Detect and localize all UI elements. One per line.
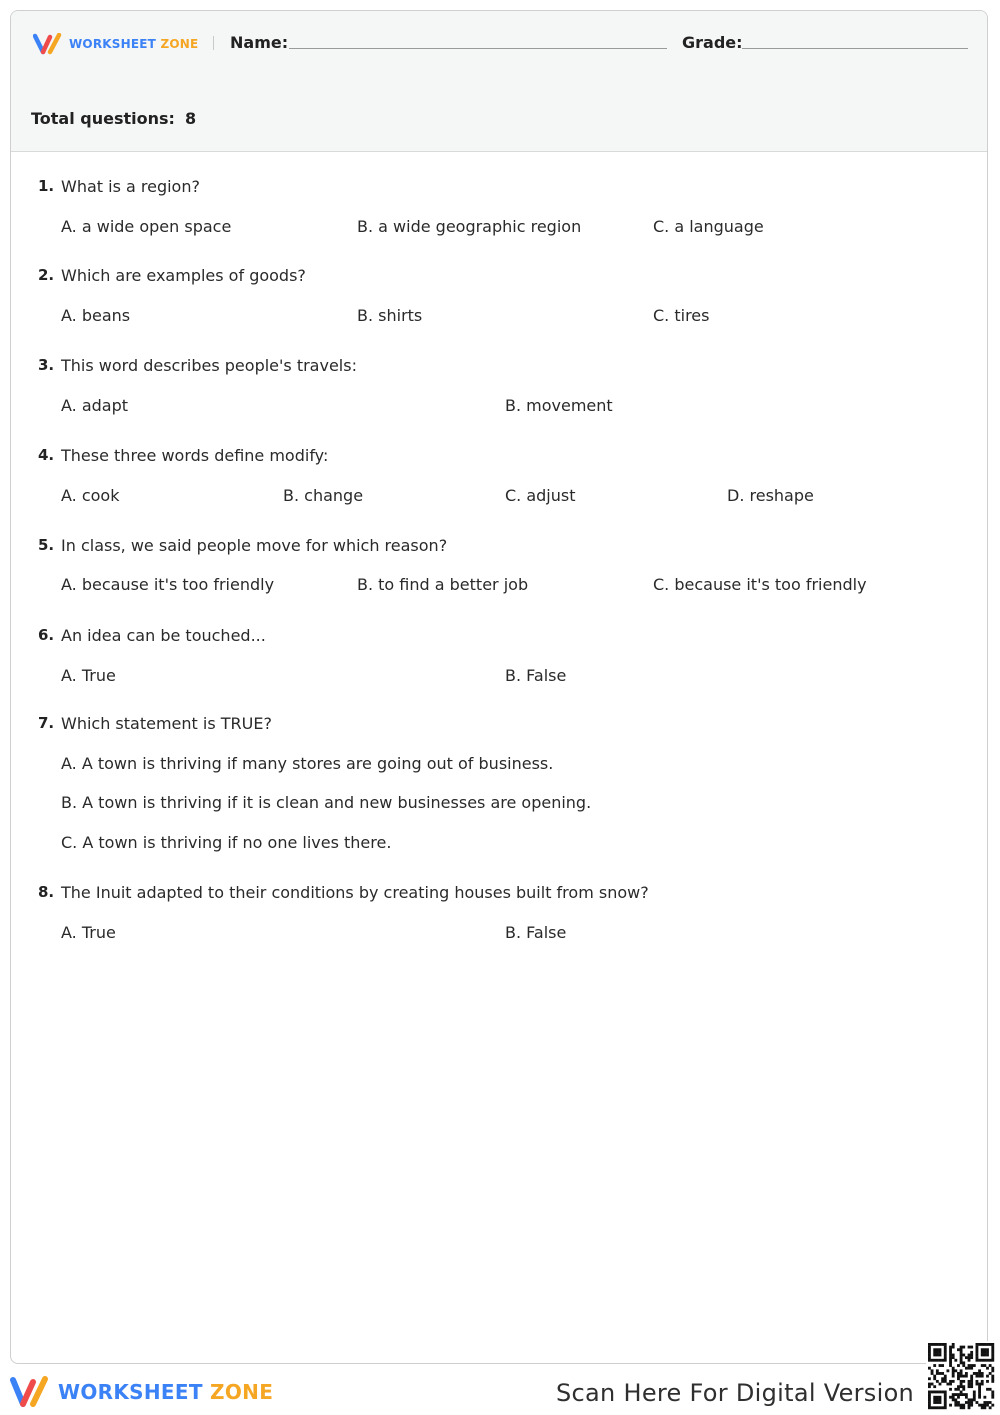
question-text: These three words define modify: [61,446,329,465]
answer-option[interactable]: A. a wide open space [61,217,232,236]
answer-option[interactable]: C. tires [653,306,710,325]
question-number: 1. [38,177,55,195]
answer-option[interactable]: B. a wide geographic region [357,217,582,236]
answer-option[interactable]: B. False [505,923,567,942]
logo-v-icon [10,1376,50,1408]
worksheet-sheet [10,10,988,1364]
total-questions-value: 8 [184,109,197,128]
answer-option[interactable]: C. a language [653,217,764,236]
question-number: 2. [38,266,55,284]
footer-brand-part2: ZONE [210,1380,274,1404]
answer-option[interactable]: B. A town is thriving if it is clean and new businesses are opening. [61,793,592,812]
answer-option[interactable]: A. because it's too friendly [61,575,275,594]
question-number: 6. [38,626,55,644]
footer-brand-logo [10,1376,273,1408]
answer-option[interactable]: D. reshape [727,486,814,505]
brand-logo [33,33,198,55]
grade-label: Grade: [682,33,743,52]
answer-option[interactable]: B. to find a better job [357,575,529,594]
answer-option[interactable]: C. A town is thriving if no one lives there. [61,833,392,852]
question-number: 4. [38,446,55,464]
answer-option[interactable]: C. adjust [505,486,576,505]
question-number: 3. [38,356,55,374]
answer-option[interactable]: B. False [505,666,567,685]
brand-wordmark [69,37,198,51]
worksheet-header [11,11,987,152]
question-text: Which are examples of goods? [61,266,306,285]
question-text: This word describes people's travels: [61,356,357,375]
question-text: The Inuit adapted to their conditions by creating houses built from snow? [61,883,649,902]
answer-option[interactable]: A. A town is thriving if many stores are going out of business. [61,754,554,773]
answer-option[interactable]: A. True [61,923,116,942]
scan-here-text: Scan Here For Digital Version [556,1379,915,1407]
question-text: Which statement is TRUE? [61,714,272,733]
qr-code-icon [926,1341,996,1411]
question-number: 7. [38,714,55,732]
answer-option[interactable]: B. movement [505,396,613,415]
name-field[interactable] [289,48,667,49]
question-number: 5. [38,536,55,554]
question-text: What is a region? [61,177,200,196]
qr-code[interactable] [926,1341,996,1411]
total-questions [31,109,196,128]
answer-option[interactable]: C. because it's too friendly [653,575,867,594]
question-number: 8. [38,883,55,901]
footer-brand-part1: WORKSHEET [58,1380,203,1404]
logo-v-icon [33,33,63,55]
name-label: Name: [230,33,289,52]
footer-brand-wordmark [58,1380,273,1404]
answer-option[interactable]: A. beans [61,306,131,325]
header-divider [213,36,214,50]
answer-option[interactable]: B. shirts [357,306,423,325]
grade-field[interactable] [742,48,968,49]
brand-part1: WORKSHEET [69,37,157,51]
question-text: In class, we said people move for which reason? [61,536,448,555]
answer-option[interactable]: A. adapt [61,396,129,415]
total-questions-label: Total questions: [31,109,175,128]
brand-part2: ZONE [160,37,199,51]
answer-option[interactable]: A. True [61,666,116,685]
answer-option[interactable]: A. cook [61,486,120,505]
answer-option[interactable]: B. change [283,486,364,505]
question-text: An idea can be touched... [61,626,266,645]
